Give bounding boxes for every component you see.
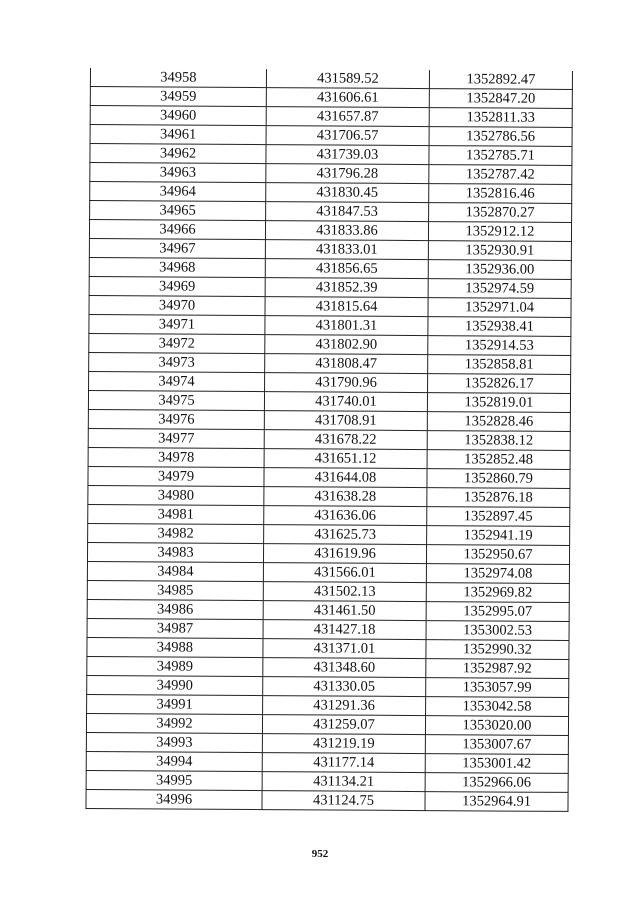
x-coordinate-cell: 431291.36 [263,696,426,716]
x-coordinate-cell: 431502.13 [263,582,426,602]
x-coordinate-cell: 431124.75 [262,791,425,811]
table-row [90,106,572,128]
y-coordinate-cell: 1352950.67 [426,545,569,565]
x-coordinate-cell: 431802.90 [265,335,428,355]
y-coordinate-cell: 1352786.56 [429,127,572,147]
x-coordinate-cell: 431134.21 [262,772,425,792]
point-id-cell: 34978 [88,447,264,467]
point-id-cell: 34995 [86,770,262,790]
x-coordinate-cell: 431706.57 [266,126,429,146]
y-coordinate-cell: 1352892.47 [429,70,572,89]
table-row [90,163,572,185]
table-row [86,713,568,735]
table-row [87,637,569,659]
point-id-cell: 34974 [89,371,265,391]
x-coordinate-cell: 431852.39 [265,278,428,298]
y-coordinate-cell: 1352816.46 [429,184,572,204]
x-coordinate-cell: 431259.07 [262,715,425,735]
table-row [87,675,569,697]
y-coordinate-cell: 1352787.42 [429,165,572,185]
point-id-cell: 34972 [89,333,265,353]
x-coordinate-cell: 431348.60 [263,658,426,678]
table-row [88,447,570,469]
y-coordinate-cell: 1353057.99 [426,678,569,698]
y-coordinate-cell: 1352987.92 [426,659,569,679]
x-coordinate-cell: 431619.96 [263,544,426,564]
table-row [90,144,572,166]
y-coordinate-cell: 1353042.58 [426,697,569,717]
y-coordinate-cell: 1352971.04 [428,298,571,318]
coordinates-table [85,68,573,812]
y-coordinate-cell: 1352938.41 [428,317,571,337]
point-id-cell: 34983 [87,542,263,562]
y-coordinate-cell: 1352826.17 [428,374,571,394]
point-id-cell: 34970 [89,295,265,315]
point-id-cell: 34976 [88,409,264,429]
table-row [89,257,571,279]
y-coordinate-cell: 1352936.00 [428,260,571,280]
x-coordinate-cell: 431427.18 [263,620,426,640]
y-coordinate-cell: 1353001.42 [425,754,568,774]
point-id-cell: 34989 [87,656,263,676]
point-id-cell: 34994 [86,751,262,771]
y-coordinate-cell: 1353007.67 [425,735,568,755]
table-row [87,656,569,678]
table-row [88,466,570,488]
y-coordinate-cell: 1352876.18 [427,488,570,508]
table-row [87,561,569,583]
table-row [90,182,572,204]
y-coordinate-cell: 1352990.32 [426,640,569,660]
y-coordinate-cell: 1352860.79 [427,469,570,489]
table-row [89,352,571,374]
y-coordinate-cell: 1352852.48 [427,450,570,470]
table-row [89,295,571,317]
y-coordinate-cell: 1352858.81 [428,355,571,375]
x-coordinate-cell: 431177.14 [262,753,425,773]
point-id-cell: 34986 [87,599,263,619]
point-id-cell: 34969 [89,276,265,296]
y-coordinate-cell: 1352964.91 [425,792,568,812]
y-coordinate-cell: 1352930.91 [428,241,571,261]
x-coordinate-cell: 431856.65 [265,259,428,279]
x-coordinate-cell: 431801.31 [265,316,428,336]
table-row [86,751,568,773]
x-coordinate-cell: 431790.96 [265,373,428,393]
x-coordinate-cell: 431589.52 [266,69,429,88]
x-coordinate-cell: 431796.28 [266,164,429,184]
point-id-cell: 34968 [89,257,265,277]
point-id-cell: 34963 [90,163,266,183]
table-row [87,599,569,621]
point-id-cell: 34971 [89,314,265,334]
y-coordinate-cell: 1352914.53 [428,336,571,356]
table-row [88,523,570,545]
point-id-cell: 34984 [87,561,263,581]
x-coordinate-cell: 431625.73 [264,525,427,545]
x-coordinate-cell: 431219.19 [262,734,425,754]
table-row [90,87,572,109]
point-id-cell: 34991 [87,694,263,714]
point-id-cell: 34987 [87,618,263,638]
page-number: 952 [311,848,329,860]
y-coordinate-cell: 1352969.82 [426,583,569,603]
x-coordinate-cell: 431833.01 [265,240,428,260]
table-row [88,428,570,450]
x-coordinate-cell: 431651.12 [264,449,427,469]
table-row [90,201,572,223]
table-row [89,220,571,242]
x-coordinate-cell: 431815.64 [265,297,428,317]
y-coordinate-cell: 1352897.45 [427,507,570,527]
point-id-cell: 34966 [89,220,265,240]
table-row [86,732,568,754]
table-row [88,504,570,526]
x-coordinate-cell: 431330.05 [263,677,426,697]
table-row [87,580,569,602]
y-coordinate-cell: 1352966.06 [425,773,568,793]
point-id-cell: 34967 [89,238,265,258]
y-coordinate-cell: 1352811.33 [429,108,572,128]
table-row [89,238,571,260]
point-id-cell: 34979 [88,466,264,486]
x-coordinate-cell: 431808.47 [265,354,428,374]
x-coordinate-cell: 431371.01 [263,639,426,659]
point-id-cell: 34962 [90,144,266,164]
y-coordinate-cell: 1352995.07 [426,602,569,622]
table-row [88,485,570,507]
x-coordinate-cell: 431461.50 [263,601,426,621]
y-coordinate-cell: 1352974.59 [428,279,571,299]
x-coordinate-cell: 431847.53 [266,202,429,222]
y-coordinate-cell: 1352828.46 [427,412,570,432]
y-coordinate-cell: 1352912.12 [428,222,571,242]
point-id-cell: 34980 [88,485,264,505]
x-coordinate-cell: 431739.03 [266,145,429,165]
table-row [86,770,568,792]
x-coordinate-cell: 431678.22 [264,430,427,450]
point-id-cell: 34961 [90,125,266,145]
y-coordinate-cell: 1352785.71 [429,146,572,166]
y-coordinate-cell: 1352838.12 [427,431,570,451]
table-row [90,125,572,147]
point-id-cell: 34993 [86,732,262,752]
point-id-cell: 34988 [87,637,263,657]
table-row [87,618,569,640]
y-coordinate-cell: 1352819.01 [427,393,570,413]
y-coordinate-cell: 1352941.19 [427,526,570,546]
point-id-cell: 34981 [88,504,264,524]
table-row [87,694,569,716]
y-coordinate-cell: 1353002.53 [426,621,569,641]
table-row [88,409,570,431]
x-coordinate-cell: 431566.01 [263,563,426,583]
table-row [89,333,571,355]
table-row [89,314,571,336]
point-id-cell: 34977 [88,428,264,448]
y-coordinate-cell: 1352870.27 [429,203,572,223]
point-id-cell: 34985 [87,580,263,600]
x-coordinate-cell: 431833.86 [265,221,428,241]
x-coordinate-cell: 431644.08 [264,468,427,488]
point-id-cell: 34960 [90,106,266,126]
point-id-cell: 34973 [89,352,265,372]
point-id-cell: 34992 [86,713,262,733]
x-coordinate-cell: 431740.01 [264,392,427,412]
point-id-cell: 34975 [88,390,264,410]
table-row [89,371,571,393]
x-coordinate-cell: 431657.87 [266,107,429,127]
point-id-cell: 34965 [90,201,266,221]
table-row [90,68,572,89]
table-row [86,789,568,811]
y-coordinate-cell: 1352847.20 [429,89,572,109]
point-id-cell: 34958 [90,68,266,88]
point-id-cell: 34959 [90,87,266,107]
x-coordinate-cell: 431636.06 [264,506,427,526]
y-coordinate-cell: 1352974.08 [426,564,569,584]
table-row [89,276,571,298]
point-id-cell: 34990 [87,675,263,695]
point-id-cell: 34982 [88,523,264,543]
coordinates-table-body [86,68,573,811]
x-coordinate-cell: 431638.28 [264,487,427,507]
x-coordinate-cell: 431606.61 [266,88,429,108]
x-coordinate-cell: 431708.91 [264,411,427,431]
point-id-cell: 34964 [90,182,266,202]
point-id-cell: 34996 [86,789,262,809]
x-coordinate-cell: 431830.45 [266,183,429,203]
y-coordinate-cell: 1353020.00 [425,716,568,736]
table-row [87,542,569,564]
table-row [88,390,570,412]
